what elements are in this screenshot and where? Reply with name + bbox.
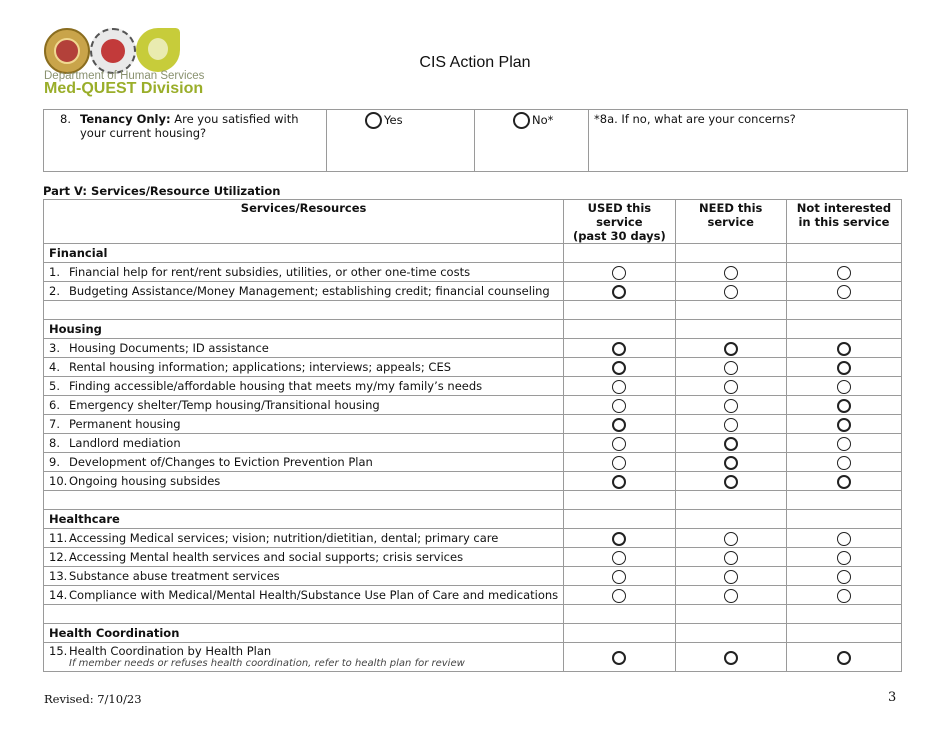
service-label: Financial help for rent/rent subsidies, utilities, or other one-time costs bbox=[69, 265, 471, 279]
yes-label: Yes bbox=[384, 113, 403, 127]
concerns-field[interactable] bbox=[589, 110, 908, 172]
service-label: Rental housing information; applications; interviews; appeals; CES bbox=[69, 360, 452, 374]
table-row: 8. Landlord mediation bbox=[44, 434, 902, 453]
service-label: Development of/Changes to Eviction Prevention Plan bbox=[69, 455, 373, 469]
department-name: Department of Human Services bbox=[44, 70, 205, 82]
no-option bbox=[475, 110, 589, 172]
question-number: 8. bbox=[60, 112, 71, 126]
division-name: Med-QUEST Division bbox=[44, 80, 204, 97]
section-title: Healthcare bbox=[44, 510, 564, 529]
used-radio[interactable] bbox=[612, 651, 626, 665]
need-radio[interactable] bbox=[724, 551, 738, 565]
used-radio[interactable] bbox=[612, 551, 626, 565]
page-title: CIS Action Plan bbox=[419, 54, 531, 71]
need-radio[interactable] bbox=[724, 475, 738, 489]
not-interested-radio[interactable] bbox=[837, 342, 851, 356]
table-row: 12. Accessing Mental health services and social supports; crisis services bbox=[44, 548, 902, 567]
service-label: Emergency shelter/Temp housing/Transitional housing bbox=[69, 398, 380, 412]
service-label: Health Coordination by Health Plan bbox=[69, 644, 272, 658]
not-interested-radio[interactable] bbox=[837, 475, 851, 489]
used-radio[interactable] bbox=[612, 532, 626, 546]
used-radio[interactable] bbox=[612, 361, 626, 375]
not-interested-radio[interactable] bbox=[837, 399, 851, 413]
need-radio[interactable] bbox=[724, 437, 738, 451]
service-label: Housing Documents; ID assistance bbox=[69, 341, 269, 355]
not-interested-radio[interactable] bbox=[837, 532, 851, 546]
used-radio[interactable] bbox=[612, 475, 626, 489]
section-healthcare bbox=[44, 510, 902, 529]
used-radio[interactable] bbox=[612, 456, 626, 470]
section-housing bbox=[44, 320, 902, 339]
table-row: 3. Housing Documents; ID assistance bbox=[44, 339, 902, 358]
concerns-label: *8a. If no, what are your concerns? bbox=[594, 112, 796, 126]
table-row: 14. Compliance with Medical/Mental Health/Substance Use Plan of Care and medications bbox=[44, 586, 902, 605]
services-header: Services/Resources bbox=[44, 200, 564, 244]
section-financial bbox=[44, 244, 902, 263]
need-radio[interactable] bbox=[724, 380, 738, 394]
not-interested-radio[interactable] bbox=[837, 380, 851, 394]
question-label: Are you satisfied with your current housing? bbox=[80, 112, 299, 140]
need-radio[interactable] bbox=[724, 266, 738, 280]
need-radio[interactable] bbox=[724, 456, 738, 470]
need-radio[interactable] bbox=[724, 399, 738, 413]
not-interested-radio[interactable] bbox=[837, 361, 851, 375]
section-title: Financial bbox=[44, 244, 564, 263]
not-interested-radio[interactable] bbox=[837, 456, 851, 470]
not-interested-radio[interactable] bbox=[837, 651, 851, 665]
table-row: 2. Budgeting Assistance/Money Management; establishing credit; financial counseling bbox=[44, 282, 902, 301]
section-title: Housing bbox=[44, 320, 564, 339]
need-radio[interactable] bbox=[724, 589, 738, 603]
table-row: 10. Ongoing housing subsides bbox=[44, 472, 902, 491]
no-radio[interactable] bbox=[513, 112, 530, 129]
health-coordination-note: If member needs or refuses health coordination, refer to health plan for review bbox=[69, 658, 465, 669]
yes-option bbox=[327, 110, 475, 172]
no-label: No* bbox=[532, 113, 554, 127]
used-header: USED this service (past 30 days) bbox=[564, 200, 675, 244]
section-title: Health Coordination bbox=[44, 624, 564, 643]
need-radio[interactable] bbox=[724, 532, 738, 546]
service-label: Accessing Mental health services and social supports; crisis services bbox=[69, 550, 464, 564]
service-label: Substance abuse treatment services bbox=[69, 569, 280, 583]
used-radio[interactable] bbox=[612, 589, 626, 603]
not-interested-radio[interactable] bbox=[837, 437, 851, 451]
spacer-row bbox=[44, 605, 902, 624]
not-interested-radio[interactable] bbox=[837, 266, 851, 280]
service-label: Landlord mediation bbox=[69, 436, 181, 450]
used-radio[interactable] bbox=[612, 570, 626, 584]
table-row: 5. Finding accessible/affordable housing that meets my/my family’s needs bbox=[44, 377, 902, 396]
spacer-row bbox=[44, 491, 902, 510]
table-row: 11. Accessing Medical services; vision; nutrition/dietitian, dental; primary care bbox=[44, 529, 902, 548]
table-row: 13. Substance abuse treatment services bbox=[44, 567, 902, 586]
need-radio[interactable] bbox=[724, 651, 738, 665]
service-label: Ongoing housing subsides bbox=[69, 474, 221, 488]
service-label: Accessing Medical services; vision; nutrition/dietitian, dental; primary care bbox=[69, 531, 499, 545]
used-radio[interactable] bbox=[612, 266, 626, 280]
need-radio[interactable] bbox=[724, 342, 738, 356]
services-table bbox=[43, 199, 902, 672]
service-label: Budgeting Assistance/Money Management; establishing credit; financial counseling bbox=[69, 284, 550, 298]
not-interested-radio[interactable] bbox=[837, 418, 851, 432]
service-label: Permanent housing bbox=[69, 417, 181, 431]
table-header-row bbox=[44, 200, 902, 244]
table-row: 4. Rental housing information; applications; interviews; appeals; CES bbox=[44, 358, 902, 377]
need-radio[interactable] bbox=[724, 570, 738, 584]
not-interested-radio[interactable] bbox=[837, 589, 851, 603]
question-8-text bbox=[44, 110, 327, 172]
need-radio[interactable] bbox=[724, 418, 738, 432]
yes-radio[interactable] bbox=[365, 112, 382, 129]
not-interested-header: Not interested in this service bbox=[786, 200, 901, 244]
need-radio[interactable] bbox=[724, 285, 738, 299]
question-label-bold: Tenancy Only: bbox=[80, 112, 171, 126]
part-5-title: Part V: Services/Resource Utilization bbox=[43, 184, 281, 198]
used-radio[interactable] bbox=[612, 437, 626, 451]
not-interested-radio[interactable] bbox=[837, 551, 851, 565]
service-label: Finding accessible/affordable housing that meets my/my family’s needs bbox=[69, 379, 483, 393]
page-number: 3 bbox=[888, 690, 897, 705]
not-interested-radio[interactable] bbox=[837, 285, 851, 299]
not-interested-radio[interactable] bbox=[837, 570, 851, 584]
service-label: Compliance with Medical/Mental Health/Substance Use Plan of Care and medications bbox=[69, 588, 559, 602]
used-radio[interactable] bbox=[612, 380, 626, 394]
section-health-coordination bbox=[44, 624, 902, 643]
table-row: 7. Permanent housing bbox=[44, 415, 902, 434]
table-row: 6. Emergency shelter/Temp housing/Transitional housing bbox=[44, 396, 902, 415]
used-radio[interactable] bbox=[612, 342, 626, 356]
used-radio[interactable] bbox=[612, 285, 626, 299]
question-8-table bbox=[43, 109, 908, 172]
need-header: NEED this service bbox=[675, 200, 786, 244]
table-row: 9. Development of/Changes to Eviction Prevention Plan bbox=[44, 453, 902, 472]
revised-date: Revised: 7/10/23 bbox=[44, 692, 142, 706]
table-row: 15. Health Coordination by Health Plan If member needs or refuses health coordination, refer to health plan for review bbox=[44, 643, 902, 672]
table-row: 1. Financial help for rent/rent subsidies, utilities, or other one-time costs bbox=[44, 263, 902, 282]
spacer-row bbox=[44, 301, 902, 320]
used-radio[interactable] bbox=[612, 418, 626, 432]
used-radio[interactable] bbox=[612, 399, 626, 413]
need-radio[interactable] bbox=[724, 361, 738, 375]
